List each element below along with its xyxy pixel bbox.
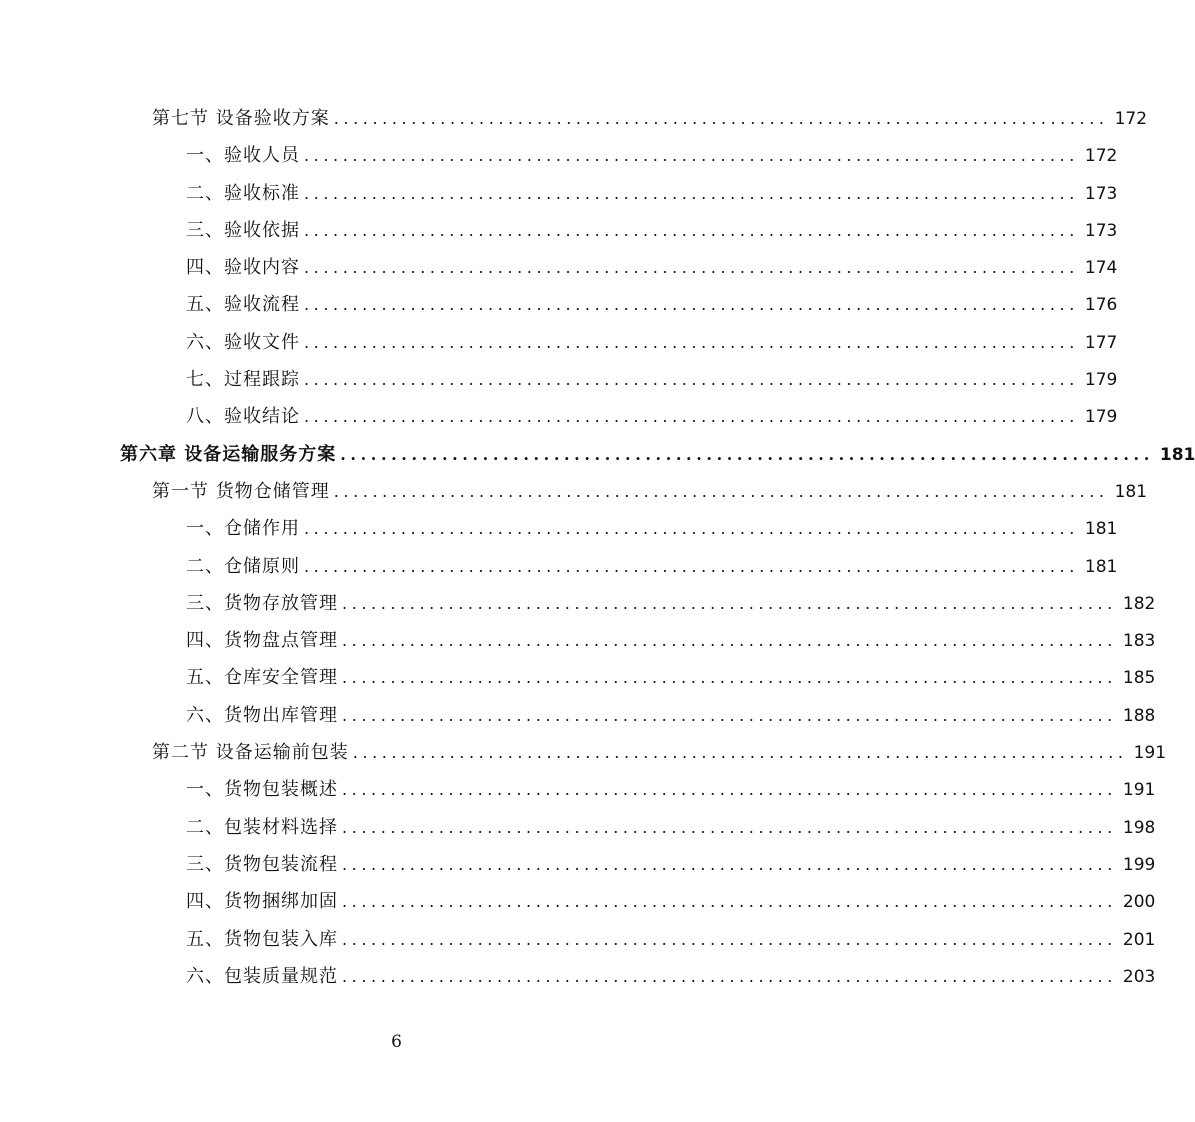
- toc-entry-page: 177: [1084, 332, 1118, 353]
- toc-entry-label: 一、货物包装概述: [186, 779, 338, 801]
- toc-entry[interactable]: [0, 398, 1118, 435]
- toc-entry-page: 181: [1084, 519, 1118, 540]
- toc-leader-dots: ................................................................................: [304, 519, 1079, 539]
- toc-entry-page: 179: [1084, 370, 1118, 391]
- toc-leader-dots: ................................................................................: [342, 966, 1117, 986]
- toc-entry-label: 四、货物捆绑加固: [186, 891, 338, 913]
- toc-entry-label: 五、验收流程: [186, 294, 300, 316]
- toc-entry-label: 三、货物包装流程: [186, 853, 338, 875]
- toc-entry-page: 199: [1122, 854, 1156, 875]
- toc-entry[interactable]: [0, 175, 1118, 212]
- toc-leader-dots: ................................................................................: [304, 183, 1079, 203]
- toc-entry-label: 二、验收标准: [186, 182, 300, 204]
- toc-entry-label: 八、验收结论: [186, 406, 300, 428]
- toc-leader-dots: ................................................................................: [342, 854, 1117, 874]
- toc-entry-label: 六、货物出库管理: [186, 704, 338, 726]
- toc-entry-label: 四、验收内容: [186, 257, 300, 279]
- toc-leader-dots: ................................................................................: [304, 295, 1079, 315]
- toc-entry-page: 183: [1122, 631, 1156, 652]
- toc-entry-page: 182: [1122, 593, 1156, 614]
- toc-entry-page: 181: [1084, 556, 1118, 577]
- toc-entry[interactable]: [0, 286, 1118, 323]
- toc-entry[interactable]: [0, 809, 1156, 846]
- toc-entry-label: 第六章 设备运输服务方案: [120, 443, 337, 465]
- toc-entry[interactable]: [0, 510, 1118, 547]
- toc-entry[interactable]: [0, 249, 1118, 286]
- toc-entry-page: 191: [1133, 743, 1167, 764]
- toc-leader-dots: ................................................................................: [333, 109, 1109, 128]
- toc-entry-label: 一、验收人员: [186, 145, 300, 167]
- toc-entry-label: 三、验收依据: [186, 219, 300, 241]
- toc-entry-label: 三、货物存放管理: [186, 592, 338, 614]
- toc-entry-label: 一、仓储作用: [186, 518, 300, 540]
- toc-leader-dots: ................................................................................: [342, 705, 1117, 725]
- toc-entry[interactable]: [0, 137, 1118, 174]
- toc-entry[interactable]: [0, 734, 1167, 771]
- toc-leader-dots: ................................................................................: [304, 556, 1079, 576]
- toc-entry[interactable]: [0, 361, 1118, 398]
- toc-entry[interactable]: [0, 883, 1156, 920]
- toc-entry-page: 172: [1114, 109, 1148, 129]
- toc-leader-dots: ................................................................................: [340, 444, 1154, 464]
- toc-entry-page: 198: [1122, 817, 1156, 838]
- toc-chapter-entry[interactable]: [0, 436, 1195, 473]
- table-of-contents: [0, 100, 1195, 995]
- toc-entry-page: 173: [1084, 183, 1118, 204]
- toc-entry-page: 173: [1084, 220, 1118, 241]
- toc-entry-label: 六、验收文件: [186, 331, 300, 353]
- toc-leader-dots: ................................................................................: [342, 780, 1117, 800]
- toc-leader-dots: ................................................................................: [304, 220, 1079, 240]
- toc-entry-page: 172: [1084, 146, 1118, 167]
- toc-leader-dots: ................................................................................: [304, 258, 1079, 278]
- toc-leader-dots: ................................................................................: [304, 146, 1079, 166]
- toc-leader-dots: ................................................................................: [304, 332, 1079, 352]
- toc-leader-dots: ................................................................................: [342, 631, 1117, 651]
- toc-entry[interactable]: [0, 697, 1156, 734]
- toc-entry-page: 191: [1122, 780, 1156, 801]
- toc-entry[interactable]: [0, 585, 1156, 622]
- toc-leader-dots: ................................................................................: [342, 892, 1117, 912]
- toc-entry-label: 二、包装材料选择: [186, 816, 338, 838]
- toc-entry[interactable]: [0, 622, 1156, 659]
- toc-entry-page: 201: [1122, 929, 1156, 950]
- toc-entry[interactable]: [0, 100, 1148, 137]
- toc-leader-dots: ................................................................................: [333, 481, 1109, 501]
- toc-entry-page: 179: [1084, 407, 1118, 428]
- toc-entry-label: 五、仓库安全管理: [186, 667, 338, 689]
- toc-leader-dots: ................................................................................: [304, 370, 1079, 390]
- toc-entry-page: 188: [1122, 705, 1156, 726]
- toc-entry[interactable]: [0, 659, 1156, 696]
- toc-leader-dots: ................................................................................: [342, 929, 1117, 949]
- toc-entry[interactable]: [0, 771, 1156, 808]
- toc-entry[interactable]: [0, 958, 1156, 995]
- toc-leader-dots: ................................................................................: [342, 668, 1117, 688]
- toc-entry-label: 七、过程跟踪: [186, 369, 300, 391]
- toc-leader-dots: ................................................................................: [342, 817, 1117, 837]
- toc-entry-page: 200: [1122, 892, 1156, 913]
- toc-entry-page: 203: [1122, 966, 1156, 987]
- toc-entry-label: 第一节 货物仓储管理: [152, 480, 330, 502]
- toc-leader-dots: ................................................................................: [304, 407, 1079, 427]
- toc-entry[interactable]: [0, 324, 1118, 361]
- toc-entry[interactable]: [0, 921, 1156, 958]
- page-number: 6: [391, 1032, 402, 1052]
- toc-entry-page: 174: [1084, 258, 1118, 279]
- toc-entry-page: 181: [1159, 444, 1195, 465]
- toc-entry[interactable]: [0, 548, 1118, 585]
- toc-entry-page: 176: [1084, 295, 1118, 316]
- toc-entry-label: 六、包装质量规范: [186, 965, 338, 987]
- toc-entry-page: 185: [1122, 668, 1156, 689]
- toc-entry-label: 第二节 设备运输前包装: [152, 742, 349, 764]
- toc-entry-page: 181: [1114, 481, 1148, 502]
- toc-leader-dots: ................................................................................: [352, 743, 1128, 763]
- toc-entry-label: 第七节 设备验收方案: [152, 108, 330, 129]
- toc-entry[interactable]: [0, 212, 1118, 249]
- toc-entry[interactable]: [0, 473, 1148, 510]
- toc-entry-label: 二、仓储原则: [186, 555, 300, 577]
- toc-leader-dots: ................................................................................: [342, 593, 1117, 613]
- toc-entry-label: 四、货物盘点管理: [186, 630, 338, 652]
- toc-entry[interactable]: [0, 846, 1156, 883]
- toc-entry-label: 五、货物包装入库: [186, 928, 338, 950]
